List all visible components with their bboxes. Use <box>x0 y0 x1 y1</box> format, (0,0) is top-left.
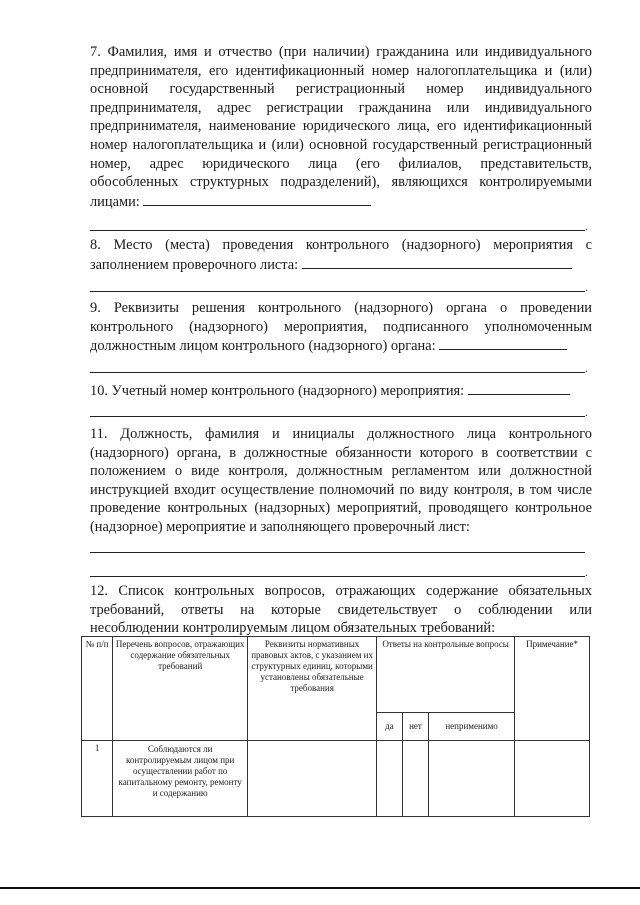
section-8-text: 8. Место (места) проведения контрольного (надзорного) мероприятия с заполнением проверочного листа: <box>90 237 592 273</box>
table-header-row <box>82 637 590 713</box>
row-num: 1 <box>82 741 113 817</box>
section-9-answer-line[interactable] <box>439 336 567 350</box>
header-na: неприменимо <box>428 713 514 741</box>
row-no-cell[interactable] <box>402 741 428 817</box>
section-7-answer-line[interactable] <box>143 192 371 206</box>
row-question: Соблюдаются ли контролируемым лицом при осуществлении работ по капитальному ремонту, ремонту и содержанию <box>113 741 248 817</box>
header-note: Примечание* <box>515 637 590 741</box>
row-note-cell[interactable] <box>515 741 590 817</box>
section-11-answer-line-1[interactable] <box>90 552 585 553</box>
section-11-end-mark: . <box>585 565 588 579</box>
row-na-cell[interactable] <box>428 741 514 817</box>
page-bottom-separator <box>0 887 640 889</box>
section-9-end-mark: . <box>585 361 588 375</box>
section-9-paragraph <box>90 299 592 356</box>
section-10-text: 10. Учетный номер контрольного (надзорного) мероприятия: <box>90 383 465 399</box>
checklist-table <box>81 636 590 817</box>
section-9-text: 9. Реквизиты решения контрольного (надзорного) органа о проведении контрольного (надзорного) мероприятия, подписанного уполномоченным должностным лицом контрольного (надзорного) органа: <box>90 300 592 355</box>
section-8-answer-line[interactable] <box>302 255 572 269</box>
row-requisites-cell[interactable] <box>248 741 377 817</box>
section-11-paragraph <box>90 425 592 537</box>
section-7-end-mark: . <box>585 219 588 233</box>
row-yes-cell[interactable] <box>377 741 403 817</box>
section-12-text: 12. Список контрольных вопросов, отражающих содержание обязательных требований, ответы на которые свидетельствует о соблюдении или несоблюдении контролируемым лицом обязательных требований: <box>90 583 592 637</box>
section-9-answer-line-2[interactable] <box>90 372 585 373</box>
section-7-paragraph <box>90 43 592 211</box>
section-10-answer-line[interactable] <box>468 381 570 395</box>
header-answers: Ответы на контрольные вопросы <box>377 637 515 713</box>
section-10-paragraph <box>90 381 592 401</box>
section-11-answer-line-2[interactable] <box>90 576 585 577</box>
header-requisites: Реквизиты нормативных правовых актов, с указанием их структурных единиц, которыми установлены обязательные требования <box>248 637 377 741</box>
header-questions: Перечень вопросов, отражающих содержание обязательных требований <box>113 637 248 741</box>
section-7-text: 7. Фамилия, имя и отчество (при наличии) гражданина или индивидуального предпринимателя, его идентификационный номер налогоплательщика и (или) основной государственный регистрационный номер индивидуального предпринимателя, адрес регистрации гражданина или индивидуального предпринимателя, наименование юридического лица, его идентификационный номер налогоплательщика и (или) основной государственный регистрационный номер, адрес юридического лица (его филиалов, представительств, обособленных структурных подразделений), являющихся контролируемыми лицами: <box>90 44 592 210</box>
section-10-end-mark: . <box>585 405 588 419</box>
section-8-paragraph <box>90 236 592 274</box>
header-no: нет <box>402 713 428 741</box>
section-11-text: 11. Должность, фамилия и инициалы должностного лица контрольного (надзорного) органа, в должностные обязанности которого в соответствии с положением о виде контроля, должностным регламентом или должностной инструкцией входит осуществление полномочий по виду контроля, в том числе проведение контрольных (надзорных) мероприятий, проводящего контрольное (надзорное) мероприятие и заполняющего проверочный лист: <box>90 426 592 535</box>
section-10-answer-line-2[interactable] <box>90 416 585 417</box>
section-7-answer-line-2[interactable] <box>90 230 585 231</box>
section-8-answer-line-2[interactable] <box>90 291 585 292</box>
section-12-paragraph <box>90 582 592 638</box>
header-num: № п/п <box>82 637 113 741</box>
section-8-end-mark: . <box>585 280 588 294</box>
table-row <box>82 741 590 817</box>
header-yes: да <box>377 713 403 741</box>
